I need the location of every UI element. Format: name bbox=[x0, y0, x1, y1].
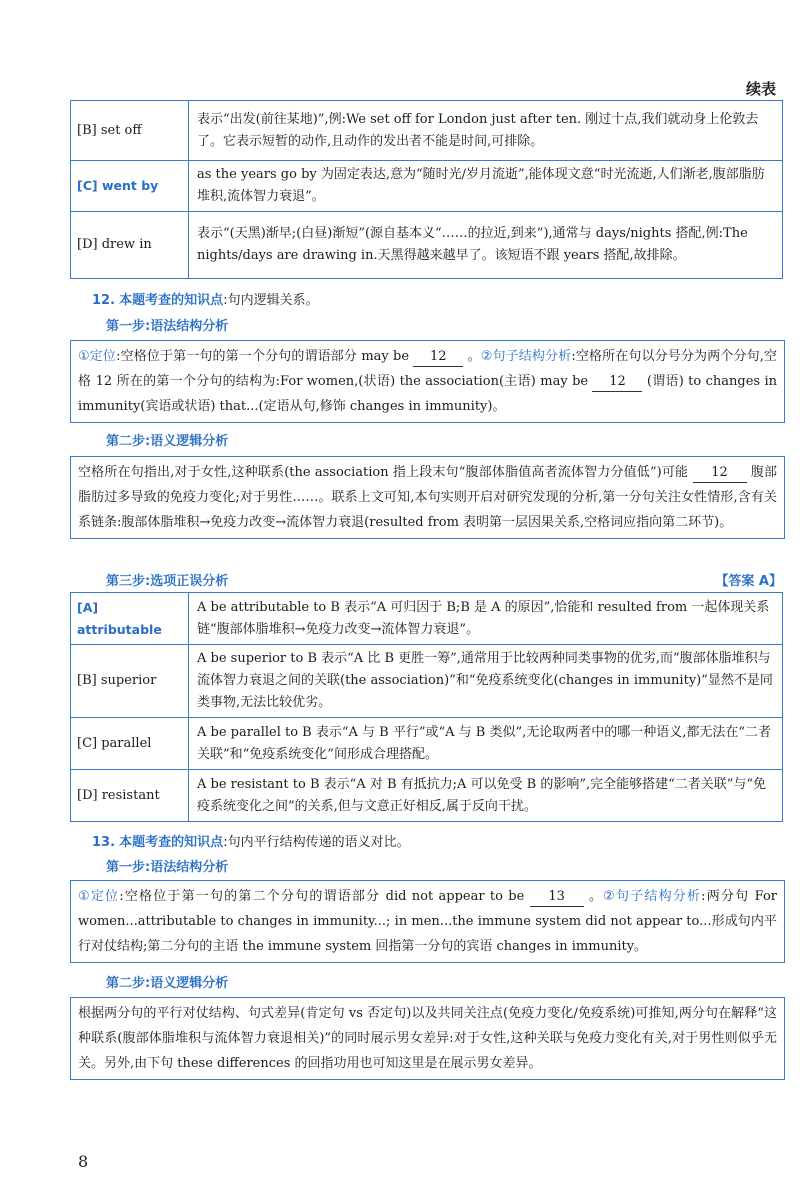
answer-badge: 【答案 A】 bbox=[715, 574, 782, 589]
analysis-text: :空格位于第一句的第一个分句的谓语部分 may be bbox=[116, 349, 414, 364]
option-key: [B] superior bbox=[71, 645, 189, 718]
answer-blank: 12 bbox=[413, 348, 463, 367]
question-topic: :句内逻辑关系。 bbox=[223, 293, 319, 308]
step-heading: 第一步:语法结构分析 bbox=[106, 860, 229, 875]
grammar-analysis-box bbox=[70, 880, 785, 963]
option-explanation: 表示“出发(前往某地)”,例:We set off for London just after ten. 刚过十点,我们就动身上伦敦去了。它表示短暂的动作,且动作的发出者不能是时间,可排除。 bbox=[189, 101, 783, 161]
table-row bbox=[71, 770, 783, 822]
option-key-correct: [A] attributable bbox=[71, 593, 189, 645]
option-explanation: as the years go by 为固定表达,意为“随时光/岁月流逝”,能体现文意“时光流逝,人们渐老,腹部脂肪堆积,流体智力衰退”。 bbox=[189, 161, 783, 212]
option-explanation: A be resistant to B 表示“A 对 B 有抵抗力;A 可以免受 B 的影响”,完全能够搭建“二者关联”与“免疫系统变化之间”的关系,但与文意正好相反,属于反向干扰。 bbox=[189, 770, 783, 822]
structure-label: ②句子结构分析 bbox=[603, 889, 702, 904]
locate-label: ①定位 bbox=[78, 889, 120, 904]
option-explanation: A be attributable to B 表示“A 可归因于 B;B 是 A 的原因”,恰能和 resulted from 一起体现关系链“腹部体脂堆积→免疫力改变→流体智力衰退”。 bbox=[189, 593, 783, 645]
option-key-correct: [C] went by bbox=[71, 161, 189, 212]
table-row bbox=[71, 161, 783, 212]
table-row bbox=[71, 718, 783, 770]
table-row bbox=[71, 101, 783, 161]
analysis-text: (谓语) to changes in immunity(宾语或状语) that...(定语从句,修饰 changes in immunity)。 bbox=[78, 374, 778, 414]
table-row bbox=[71, 645, 783, 718]
table-row bbox=[71, 593, 783, 645]
analysis-text: 。 bbox=[583, 889, 604, 904]
analysis-text: :空格所在句以分号分为两个分句,空格 12 所在的第一个分句的结构为:For women,(状语) the association(主语) may be bbox=[78, 349, 778, 389]
option-explanation: A be parallel to B 表示“A 与 B 平行”或“A 与 B 类似”,无论取两者中的哪一种语义,都无法在“二者关联”和“免疫系统变化”间形成合理搭配。 bbox=[189, 718, 783, 770]
page-number: 8 bbox=[78, 1152, 89, 1171]
semantic-analysis-box bbox=[70, 456, 785, 539]
analysis-text: 空格所在句指出,对于女性,这种联系(the association 指上段末句“腹部体脂值高者流体智力分值低”)可能 bbox=[78, 465, 693, 480]
option-key: [C] parallel bbox=[71, 718, 189, 770]
step-heading: 第三步:选项正误分析 bbox=[106, 574, 229, 589]
question-topic: :句内平行结构传递的语义对比。 bbox=[223, 835, 410, 850]
option-explanation: 表示“(天黑)渐早;(白昼)渐短”(源自基本义“……的拉近,到来”),通常与 days/nights 搭配,例:The nights/days are drawing in.天黑得越来越早了。该短语不跟 years 搭配,故排除。 bbox=[189, 212, 783, 279]
structure-label: ②句子结构分析 bbox=[480, 349, 572, 364]
step-heading: 第二步:语义逻辑分析 bbox=[106, 434, 229, 449]
analysis-text: 。 bbox=[463, 349, 481, 364]
options-table-q11 bbox=[70, 100, 783, 279]
locate-label: ①定位 bbox=[78, 349, 117, 364]
option-key: [D] drew in bbox=[71, 212, 189, 279]
continued-label: 续表 bbox=[745, 80, 776, 98]
answer-blank: 12 bbox=[693, 464, 747, 483]
analysis-text: 腹部脂肪过多导致的免疫力变化;对于男性……。联系上文可知,本句实则开启对研究发现的分析,第一分句关注女性情形,含有关系链条:腹部体脂堆积→免疫力改变→流体智力衰退(resulted from 表明第一层因果关系,空格词应指向第二环节)。 bbox=[78, 465, 777, 530]
question-13-title bbox=[92, 831, 410, 850]
step-heading: 第一步:语法结构分析 bbox=[106, 319, 229, 334]
question-lead: 本题考查的知识点 bbox=[119, 835, 224, 850]
question-number: 12. bbox=[92, 293, 116, 308]
answer-blank: 13 bbox=[530, 888, 584, 907]
options-table-q12 bbox=[70, 592, 783, 822]
option-key: [B] set off bbox=[71, 101, 189, 161]
table-row bbox=[71, 212, 783, 279]
step-heading: 第二步:语义逻辑分析 bbox=[106, 976, 229, 991]
question-number: 13. bbox=[92, 835, 116, 850]
option-key: [D] resistant bbox=[71, 770, 189, 822]
answer-blank: 12 bbox=[592, 373, 642, 392]
analysis-text: :两分句 For women...attributable to changes in immunity...; in men...the immune system did not appear to...形成句内平行对仗结构;第二分句的主语 the immune system 回指第一分句的宾语 changes in immunity。 bbox=[78, 889, 778, 954]
question-lead: 本题考查的知识点 bbox=[119, 293, 224, 308]
semantic-analysis-box: 根据两分句的平行对仗结构、句式差异(肯定句 vs 否定句)以及共同关注点(免疫力变化/免疫系统)可推知,两分句在解释“这种联系(腹部体脂堆积与流体智力衰退相关)”的同时展示男女差异:对于女性,这种关联与免疫力变化有关,对于男性则似乎无关。另外,由下句 these differences 的回指功用也可知这里是在展示男女差异。 bbox=[70, 997, 785, 1080]
question-12-title bbox=[92, 289, 319, 308]
option-explanation: A be superior to B 表示“A 比 B 更胜一筹”,通常用于比较两种同类事物的优劣,而“腹部体脂堆积与流体智力衰退之间的关联(the association)”和“免疫系统变化(changes in immunity)”显然不是同类事物,无法比较优劣。 bbox=[189, 645, 783, 718]
analysis-text: :空格位于第一句的第二个分句的谓语部分 did not appear to be bbox=[119, 889, 530, 904]
grammar-analysis-box bbox=[70, 340, 785, 423]
